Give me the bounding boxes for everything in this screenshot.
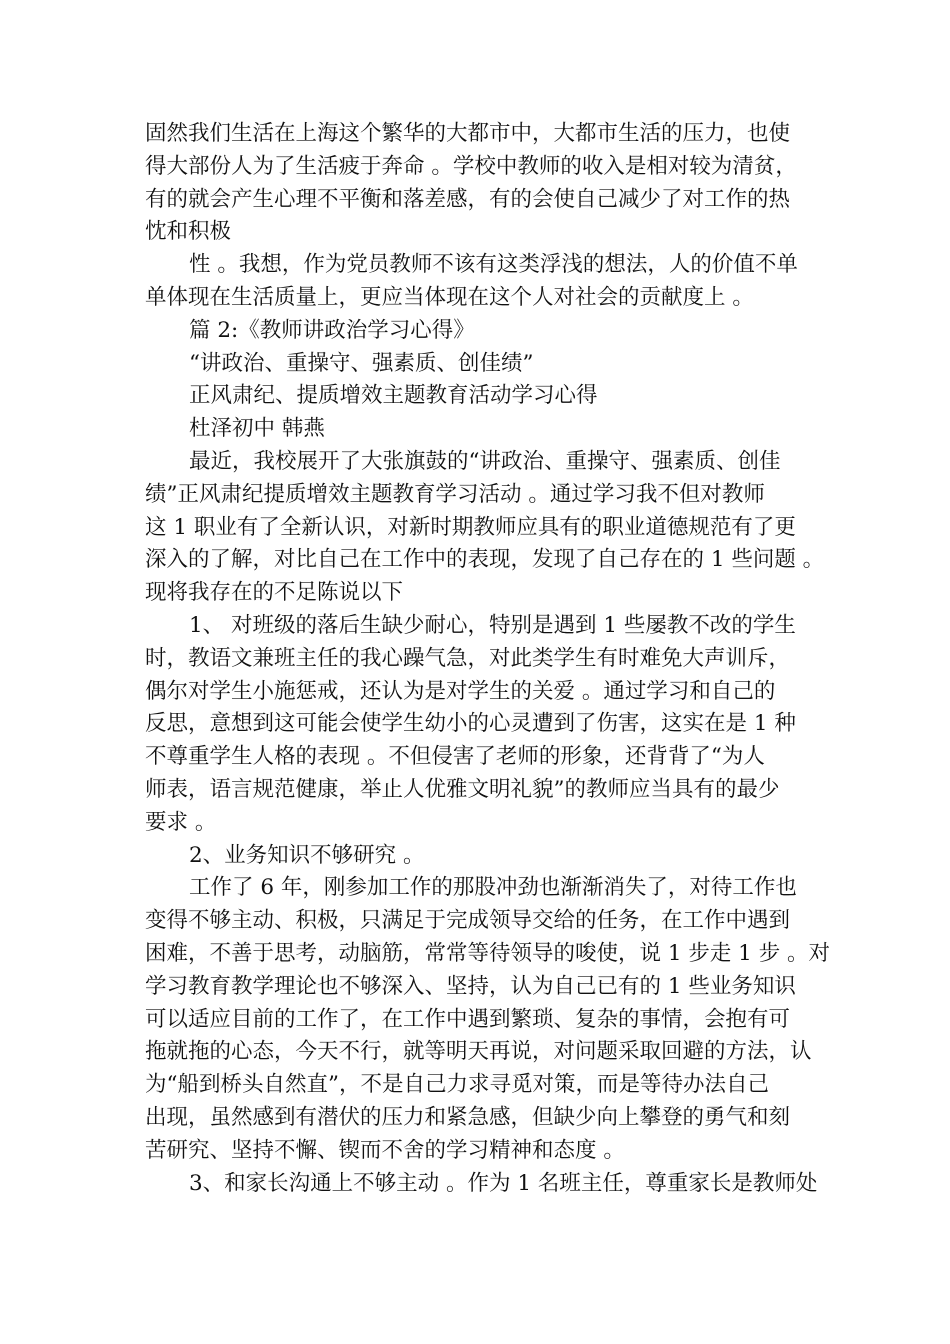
text-line-32: 苦研究、坚持不懈、锲而不舍的学习精神和态度 。 <box>145 1137 625 1163</box>
text-line-26: 困难，不善于思考，动脑筋，常常等待领导的唆使，说 1 步走 1 步 。对 <box>145 940 831 966</box>
author-line: 杜泽初中 韩燕 <box>189 416 325 442</box>
text-line-29: 拖就拖的心态，今天不行，就等明天再说，对问题采取回避的方法，认 <box>145 1039 812 1065</box>
slogan-line: “讲政治、重操守、强素质、创佳绩” <box>189 350 534 376</box>
text-line-1: 固然我们生活在上海这个繁华的大都市中，大都市生活的压力，也使 <box>145 121 791 146</box>
text-line-28: 可以适应目前的工作了，在工作中遇到繁琐、复杂的事情，会抱有可 <box>145 1006 791 1032</box>
text-line-17: 时，教语文兼班主任的我心躁气急，对此类学生有时难免大声训斥， <box>145 645 791 671</box>
section-heading: 篇 2:《教师讲政治学习心得》 <box>189 317 475 343</box>
text-line-27: 学习教育教学理论也不够深入、坚持，认为自己已有的 1 些业务知识 <box>145 973 796 999</box>
text-line-13: 这 1 职业有了全新认识，对新时期教师应具有的职业道德规范有了更 <box>145 514 796 540</box>
text-line-5: 性 。我想，作为党员教师不该有这类浮浅的想法，人的价值不单 <box>189 252 798 278</box>
text-line-19: 反思，意想到这可能会使学生幼小的心灵遭到了伤害，这实在是 1 种 <box>145 711 796 737</box>
text-line-18: 偶尔对学生小施惩戒，还认为是对学生的关爱 。通过学习和自己的 <box>145 678 776 704</box>
list-item-2: 2、业务知识不够研究 。 <box>189 842 425 868</box>
document-body <box>145 118 831 1200</box>
text-line-24: 工作了 6 年，刚参加工作的那股冲劲也渐渐消失了，对待工作也 <box>189 875 797 901</box>
text-line-31: 出现，虽然感到有潜伏的压力和紧急感，但缺少向上攀登的勇气和刻 <box>145 1104 791 1130</box>
list-item-3: 3、和家长沟通上不够主动 。作为 1 名班主任，尊重家长是教师处 <box>189 1170 818 1196</box>
text-line-21: 师表，语言规范健康，举止人优雅文明礼貌”的教师应当具有的最少 <box>145 776 780 802</box>
list-item-1: 1、 对班级的落后生缺少耐心，特别是遇到 1 些屡教不改的学生 <box>189 612 796 638</box>
text-line-3: 有的就会产生心理不平衡和落差感，有的会使自己减少了对工作的热 <box>145 186 791 212</box>
text-line-15: 现将我存在的不足陈说以下 <box>145 580 404 606</box>
text-line-6: 单体现在生活质量上，更应当体现在这个人对社会的贡献度上 。 <box>145 284 754 310</box>
text-line-30: 为“船到桥头自然直”，不是自己力求寻觅对策，而是等待办法自己 <box>145 1072 769 1098</box>
text-line-11: 最近，我校展开了大张旗鼓的“讲政治、重操守、强素质、创佳 <box>189 448 781 474</box>
text-line-14: 深入的了解，对比自己在工作中的表现，发现了自己存在的 1 些问题 。 <box>145 547 825 573</box>
text-line-25: 变得不够主动、积极，只满足于完成领导交给的任务，在工作中遇到 <box>145 908 791 934</box>
text-line-2: 得大部份人为了生活疲于奔命 。学校中教师的收入是相对较为清贫， <box>145 153 797 179</box>
text-line-4: 忱和积极 <box>145 219 232 245</box>
subtitle-line: 正风肃纪、提质增效主题教育活动学习心得 <box>189 383 598 409</box>
text-line-20: 不尊重学生人格的表现 。不但侵害了老师的形象，还背背了“为人 <box>145 744 765 770</box>
text-line-12: 绩”正风肃纪提质增效主题教育学习活动 。通过学习我不但对教师 <box>145 481 765 507</box>
text-line-22: 要求 。 <box>145 809 217 835</box>
